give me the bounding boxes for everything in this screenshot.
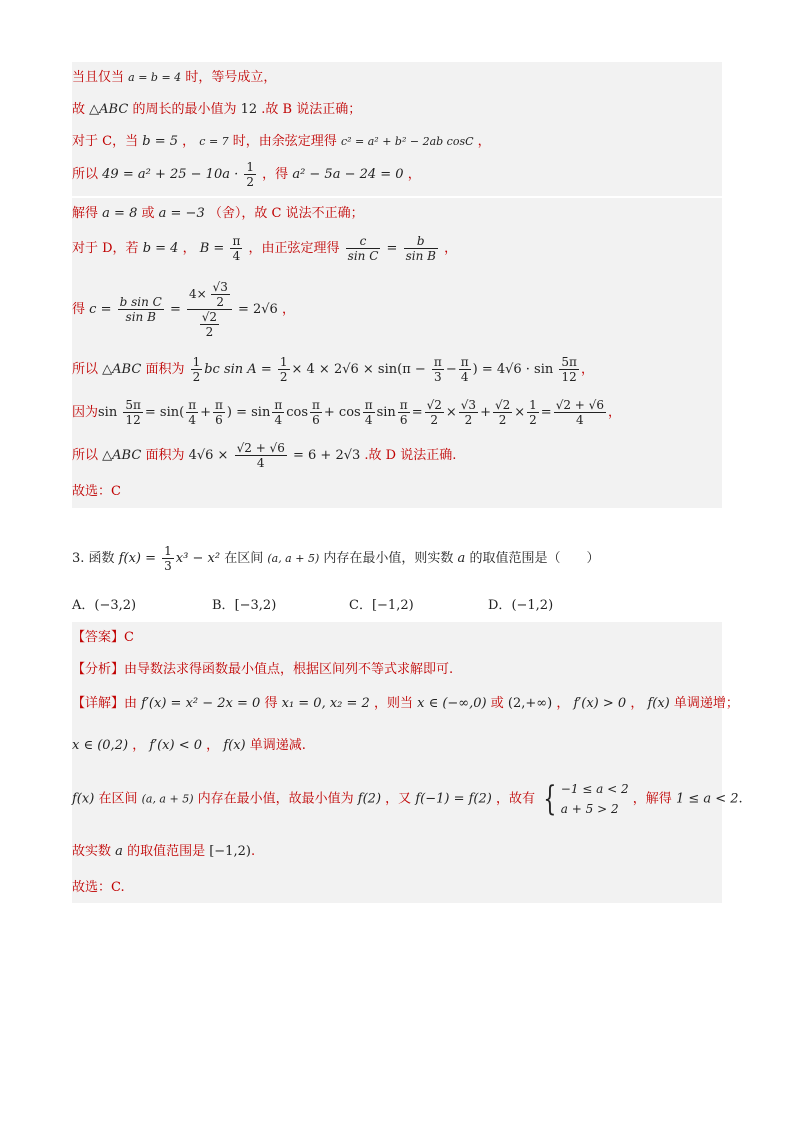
math-expression: f(x) xyxy=(223,738,246,753)
math-expression: = 6 + 2√3 xyxy=(292,448,361,463)
text: ， xyxy=(556,696,570,711)
answer-value: C xyxy=(124,630,134,645)
text: ，解得 xyxy=(632,791,672,807)
math-expression: △ABC xyxy=(102,362,142,377)
text: . xyxy=(250,844,256,859)
text: ， xyxy=(206,738,220,753)
math-expression: f′(x) > 0 xyxy=(573,696,627,711)
text: （舍），故 C 说法不正确； xyxy=(208,206,364,221)
math-expression: + cos xyxy=(323,405,361,420)
math-expression: − xyxy=(445,362,457,377)
denominator: 4 xyxy=(274,413,283,427)
text: 4× xyxy=(189,287,207,301)
text: ，故有 xyxy=(495,791,535,807)
answer-line xyxy=(72,630,134,646)
text: 因为 xyxy=(72,405,99,420)
math-expression: (2,+∞) xyxy=(507,696,553,711)
compound-fraction xyxy=(187,280,232,339)
numerator: 5π xyxy=(125,398,141,412)
option-b[interactable] xyxy=(212,594,276,613)
numerator: √3 xyxy=(460,398,477,412)
text: 所以 xyxy=(72,167,99,182)
fraction xyxy=(272,398,284,427)
denominator: sin C xyxy=(347,249,379,263)
text: 函数 xyxy=(88,551,115,566)
math-expression: a = 8 xyxy=(102,206,138,221)
math-expression: + xyxy=(480,405,491,420)
fraction xyxy=(118,295,164,324)
denominator: 3 xyxy=(434,370,442,384)
text: 故实数 xyxy=(72,844,112,859)
math-expression: x ∈ (−∞,0) xyxy=(417,696,487,711)
text: 内存在最小值，则实数 xyxy=(323,551,454,566)
math-expression: b = 4 xyxy=(142,241,179,256)
question-stem xyxy=(72,544,599,574)
denominator: 2 xyxy=(529,413,537,427)
final-answer-line xyxy=(72,880,125,896)
math-expression: f′(x) = x² − 2x = 0 xyxy=(141,696,261,711)
detail-line xyxy=(72,776,743,823)
fraction xyxy=(162,544,174,573)
denominator: 6 xyxy=(312,413,320,427)
numerator: √2 xyxy=(426,398,442,412)
math-expression: × xyxy=(445,405,457,420)
fraction xyxy=(527,398,539,427)
fraction xyxy=(554,398,606,427)
fraction xyxy=(310,398,322,427)
solution-panel-2 xyxy=(72,198,722,508)
math-expression: c = 7 xyxy=(199,135,229,148)
numerator: 1 xyxy=(192,355,201,369)
text: 单调递增； xyxy=(673,696,739,711)
math-expression: = xyxy=(411,405,423,420)
text: . xyxy=(738,791,743,807)
question-number: 3. xyxy=(72,551,85,566)
case-line: a + 5 > 2 xyxy=(560,801,619,816)
numerator: b xyxy=(404,234,438,249)
solution-line xyxy=(72,484,121,500)
numerator: π xyxy=(460,355,469,369)
fraction xyxy=(425,398,444,427)
math-expression: a² − 5a − 24 = 0 xyxy=(292,167,404,182)
fraction xyxy=(459,355,471,384)
text: ， xyxy=(580,362,594,377)
text: ， xyxy=(477,134,491,149)
text: 时，由余弦定理得 xyxy=(232,134,337,149)
solution-line xyxy=(72,232,457,266)
text: 或 xyxy=(490,696,504,711)
text: 在区间 xyxy=(224,551,264,566)
denominator: 3 xyxy=(164,559,172,573)
solution-line xyxy=(72,102,361,118)
text: 的取值范围是（ ） xyxy=(469,551,600,566)
math-expression: = sin( xyxy=(144,405,185,420)
text: 由 xyxy=(124,696,138,711)
solution-line xyxy=(72,206,364,222)
text: 所以 xyxy=(72,362,99,377)
equals-sign: = xyxy=(386,241,398,256)
math-expression: × 4 × 2√6 × sin(π − xyxy=(291,362,426,377)
case-line: −1 ≤ a < 2 xyxy=(560,781,629,796)
option-value: (−1,2) xyxy=(511,598,554,613)
math-expression: sin xyxy=(376,405,396,420)
solution-line xyxy=(72,274,295,346)
numerator: √2 xyxy=(201,310,218,324)
fraction xyxy=(230,234,242,263)
numerator: π xyxy=(274,398,283,412)
text: ， xyxy=(407,167,421,182)
numerator: b sin C xyxy=(119,295,162,309)
math-expression: x³ − x² xyxy=(175,551,221,566)
math-expression: f(2) xyxy=(357,791,382,807)
solution-line xyxy=(72,394,621,432)
math-expression: sin xyxy=(98,405,118,420)
math-expression: f(x) xyxy=(647,696,670,711)
denominator: 2 xyxy=(192,370,201,384)
solution-line xyxy=(72,70,276,86)
denominator: 2 xyxy=(216,295,224,309)
option-label: D． xyxy=(488,598,512,613)
text: 的取值范围是 xyxy=(127,844,206,859)
numerator xyxy=(187,280,232,310)
text: ，则当 xyxy=(373,696,413,711)
math-expression: × xyxy=(514,405,526,420)
fraction xyxy=(123,398,143,427)
analysis-tag: 【分析】 xyxy=(72,662,125,677)
text: .故 D 说法正确. xyxy=(364,448,457,463)
text: 得 xyxy=(264,696,278,711)
denominator: 4 xyxy=(232,249,241,263)
fraction xyxy=(278,355,290,384)
numerator: π xyxy=(188,398,197,412)
denominator: 2 xyxy=(205,325,214,339)
math-expression: = 2√6 xyxy=(237,302,278,317)
fraction xyxy=(244,160,256,189)
denominator: 2 xyxy=(279,370,288,384)
solution-panel-1 xyxy=(72,62,722,196)
math-expression: ) = 4√6 · sin xyxy=(472,362,554,377)
math-expression: (a, a + 5) xyxy=(267,552,320,565)
numerator: √2 + √6 xyxy=(555,398,604,412)
text: ， xyxy=(132,738,146,753)
answer-panel xyxy=(72,622,743,903)
math-expression: [−1,2) xyxy=(209,844,251,859)
text: ， xyxy=(630,696,644,711)
math-expression: 4√6 × xyxy=(188,448,229,463)
math-expression: a = −3 xyxy=(158,206,205,221)
text: 面积为 xyxy=(145,362,185,377)
fraction xyxy=(432,355,444,384)
text: 时，等号成立， xyxy=(185,70,277,85)
fraction xyxy=(346,234,381,263)
text: ，得 xyxy=(262,167,289,182)
denominator: 6 xyxy=(399,413,408,427)
analysis-text: 由导数法求得函数最小值点，根据区间列不等式求解即可. xyxy=(124,662,454,677)
fraction xyxy=(200,310,219,339)
math-expression: x ∈ (0,2) xyxy=(72,738,129,753)
denominator: 4 xyxy=(460,370,469,384)
math-expression: = xyxy=(540,405,552,420)
option-a[interactable] xyxy=(72,594,136,613)
text: 面积为 xyxy=(145,448,185,463)
option-label: C． xyxy=(349,598,372,613)
denominator: 2 xyxy=(498,413,507,427)
denominator xyxy=(187,310,232,339)
detail-tag: 【详解】 xyxy=(72,696,125,711)
numerator: π xyxy=(312,398,320,412)
numerator: π xyxy=(232,234,241,248)
fraction xyxy=(211,280,230,309)
math-expression: b = 5 xyxy=(142,134,178,149)
text: ，又 xyxy=(385,791,412,807)
math-expression: + xyxy=(200,405,211,420)
math-variable: a xyxy=(115,844,123,859)
text: ，由正弦定理得 xyxy=(248,241,340,256)
fraction xyxy=(404,234,438,263)
math-expression: ) = sin xyxy=(226,405,271,420)
fraction xyxy=(191,355,203,384)
math-expression: f(x) xyxy=(72,791,95,807)
denominator: 2 xyxy=(430,413,439,427)
detail-line xyxy=(72,738,306,754)
math-expression: B = xyxy=(199,241,225,256)
denominator: 2 xyxy=(464,413,473,427)
fraction xyxy=(213,398,225,427)
text: ， xyxy=(281,302,295,317)
denominator: 4 xyxy=(576,413,584,427)
text: ， xyxy=(607,405,621,420)
text: 当且仅当 xyxy=(72,70,125,85)
numerator: π xyxy=(433,355,442,369)
math-expression: 1 ≤ a < 2 xyxy=(675,791,739,807)
numerator: π xyxy=(215,398,223,412)
fraction xyxy=(186,398,198,427)
text: ， xyxy=(444,241,458,256)
text: 得 xyxy=(72,302,86,317)
fraction xyxy=(493,398,512,427)
solution-line xyxy=(72,352,594,388)
numerator: 1 xyxy=(164,544,172,558)
math-expression: 49 = a² + 25 − 10a · xyxy=(102,167,239,182)
equals-sign: = xyxy=(169,302,181,317)
math-expression: c = xyxy=(89,302,112,317)
text: ， xyxy=(182,241,196,256)
denominator: sin B xyxy=(405,249,436,263)
text: 故 xyxy=(72,102,86,117)
numerator: √3 xyxy=(212,280,228,294)
text: 或 xyxy=(141,206,155,221)
denominator: 12 xyxy=(125,413,141,427)
text: 对于 C，当 xyxy=(72,134,139,149)
cases xyxy=(561,779,629,819)
denominator: 2 xyxy=(246,175,255,189)
text: ， xyxy=(182,134,196,149)
numerator: π xyxy=(399,398,408,412)
denominator: 6 xyxy=(215,413,223,427)
numerator: √2 + √6 xyxy=(236,441,285,455)
text: 对于 D，若 xyxy=(72,241,139,256)
solution-line xyxy=(72,134,491,150)
analysis-line xyxy=(72,662,453,678)
option-c[interactable] xyxy=(349,594,414,613)
math-expression: f(−1) = f(2) xyxy=(415,791,492,807)
numerator: √2 xyxy=(494,398,511,412)
inequality-system xyxy=(539,776,629,822)
detail-line xyxy=(72,844,255,860)
numerator: 1 xyxy=(529,398,537,412)
option-value: [−1,2) xyxy=(371,598,414,613)
fraction xyxy=(235,441,287,470)
fraction xyxy=(459,398,478,427)
math-expression: 12 xyxy=(240,102,258,117)
numerator: c xyxy=(346,234,381,249)
math-expression: f′(x) < 0 xyxy=(149,738,203,753)
text: 单调递减. xyxy=(249,738,306,753)
math-expression: a = b = 4 xyxy=(128,71,182,84)
option-label: A． xyxy=(72,598,95,613)
text: .故 B 说法正确； xyxy=(261,102,362,117)
solution-line xyxy=(72,160,421,190)
text: 所以 xyxy=(72,448,99,463)
text: 的周长的最小值为 xyxy=(132,102,237,117)
math-expression: (a, a + 5) xyxy=(141,792,194,806)
fraction xyxy=(559,355,579,384)
option-d[interactable] xyxy=(488,594,553,613)
text: 内存在最小值，故最小值为 xyxy=(197,791,354,807)
math-expression: △ABC xyxy=(89,102,129,117)
denominator: 4 xyxy=(364,413,373,427)
option-label: B． xyxy=(212,598,235,613)
final-answer: 故选：C xyxy=(72,484,121,499)
final-answer: 故选：C. xyxy=(72,880,125,895)
fraction xyxy=(398,398,410,427)
fraction xyxy=(363,398,375,427)
math-expression: f(x) = xyxy=(118,551,157,566)
denominator: sin B xyxy=(125,310,156,324)
numerator: 1 xyxy=(279,355,288,369)
left-brace-icon: { xyxy=(543,778,557,819)
answer-tag: 【答案】 xyxy=(72,630,125,645)
math-variable: a xyxy=(457,551,466,566)
numerator: 1 xyxy=(246,160,255,174)
math-expression: x₁ = 0, x₂ = 2 xyxy=(281,696,370,711)
denominator: 4 xyxy=(188,413,196,427)
text: 在区间 xyxy=(98,791,138,807)
option-value: [−3,2) xyxy=(234,598,277,613)
math-expression: △ABC xyxy=(102,448,142,463)
denominator: 12 xyxy=(561,370,577,384)
denominator: 4 xyxy=(256,456,265,470)
solution-line xyxy=(72,438,456,474)
numerator: π xyxy=(364,398,373,412)
detail-line xyxy=(72,696,739,712)
numerator: 5π xyxy=(561,355,577,369)
math-expression: bc sin A = xyxy=(204,362,272,377)
option-value: (−3,2) xyxy=(94,598,137,613)
math-expression: cos xyxy=(286,405,308,420)
text: 解得 xyxy=(72,206,99,221)
math-expression: c² = a² + b² − 2ab cosC xyxy=(340,135,474,148)
